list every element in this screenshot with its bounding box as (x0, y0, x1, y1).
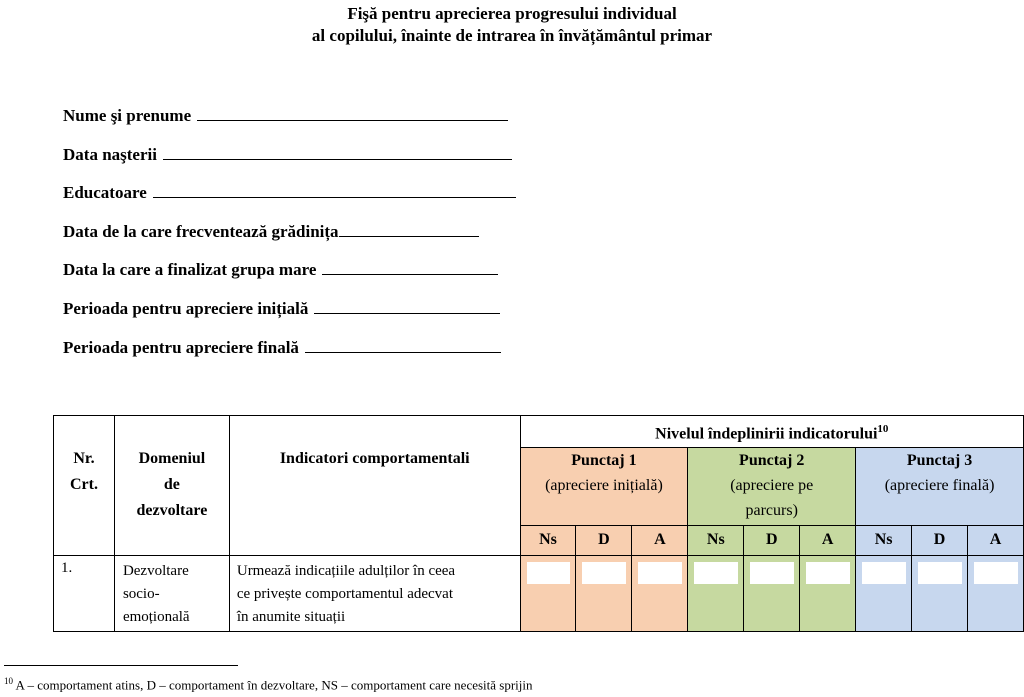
score-cell-p2-ns[interactable] (688, 556, 744, 632)
field-data-frecventa (63, 222, 479, 242)
header-nivel-sup: 10 (877, 423, 889, 435)
header-nr-crt (54, 416, 115, 556)
row-domeniu (114, 556, 229, 632)
level-a: A (967, 526, 1023, 556)
blank-line[interactable] (314, 299, 500, 314)
header-domeniul-l1: Domeniul (138, 450, 206, 467)
field-label: Data la care a finalizat grupa mare (63, 260, 317, 279)
punctaj-2-header (688, 448, 856, 526)
field-data-finalizat (63, 260, 498, 280)
score-box[interactable] (862, 562, 906, 584)
footnote-text: A – comportament atins, D – comportament în dezvoltare, NS – comportament care necesită sprijin (15, 677, 533, 693)
punctaj-2-sub-1: (apreciere pe (730, 477, 814, 495)
score-box[interactable] (582, 562, 626, 584)
blank-line[interactable] (153, 183, 516, 198)
blank-line[interactable] (305, 338, 501, 353)
blank-line[interactable] (197, 106, 508, 121)
punctaj-1-header (520, 448, 688, 526)
level-ns: Ns (688, 526, 744, 556)
field-perioada-finala (63, 338, 501, 358)
row-indicator-l2: ce privește comportamentul adecvat (236, 586, 454, 603)
level-d: D (912, 526, 968, 556)
header-nivel-text: Nivelul îndeplinirii indicatorului (655, 425, 878, 443)
field-label: Data de la care frecventează grădinița (63, 222, 339, 241)
footnote (4, 676, 533, 693)
row-indicator-l1: Urmează indicațiile adulților în ceea (236, 563, 456, 580)
field-nume (63, 106, 508, 126)
level-a: A (800, 526, 856, 556)
punctaj-1-sub: (apreciere inițială) (545, 477, 663, 495)
punctaj-2-title: Punctaj 2 (739, 452, 805, 470)
header-nivel (520, 416, 1023, 448)
row-domeniu-l2: socio- (122, 586, 160, 603)
level-d: D (744, 526, 800, 556)
footnote-separator (4, 665, 238, 666)
score-cell-p1-d[interactable] (576, 556, 632, 632)
blank-line[interactable] (163, 145, 512, 160)
score-box[interactable] (527, 562, 571, 584)
score-cell-p2-a[interactable] (800, 556, 856, 632)
level-d: D (576, 526, 632, 556)
field-label: Data naşterii (63, 145, 157, 164)
row-indicator (229, 556, 520, 632)
row-domeniu-l3: emoțională (122, 609, 190, 626)
field-label: Perioada pentru apreciere finală (63, 338, 299, 357)
score-box[interactable] (694, 562, 738, 584)
punctaj-1-title: Punctaj 1 (571, 452, 637, 470)
field-label: Perioada pentru apreciere inițială (63, 299, 309, 318)
field-label: Nume şi prenume (63, 106, 192, 125)
score-cell-p1-a[interactable] (632, 556, 688, 632)
punctaj-2-sub-2: parcurs) (745, 502, 798, 520)
score-cell-p3-a[interactable] (967, 556, 1023, 632)
header-domeniul (114, 416, 229, 556)
score-cell-p3-ns[interactable] (856, 556, 912, 632)
row-nr: 1. (54, 556, 115, 632)
level-a: A (632, 526, 688, 556)
field-perioada-initiala (63, 299, 500, 319)
score-box[interactable] (974, 562, 1018, 584)
punctaj-3-header (856, 448, 1024, 526)
score-box[interactable] (750, 562, 794, 584)
score-cell-p1-ns[interactable] (520, 556, 576, 632)
field-label: Educatoare (63, 183, 147, 202)
score-box[interactable] (638, 562, 682, 584)
header-crt: Crt. (69, 476, 98, 493)
table-row (54, 556, 1024, 632)
title-line-2: al copilului, înainte de intrarea în învățământul primar (311, 26, 713, 45)
header-indicatori: Indicatori comportamentali (229, 416, 520, 556)
punctaj-3-sub: (apreciere finală) (884, 477, 995, 495)
blank-line[interactable] (322, 260, 498, 275)
evaluation-table (53, 415, 1024, 632)
score-cell-p3-d[interactable] (912, 556, 968, 632)
blank-line[interactable] (339, 222, 479, 237)
punctaj-3-title: Punctaj 3 (906, 452, 973, 470)
header-domeniul-l2: de (163, 476, 180, 493)
header-domeniul-l3: dezvoltare (136, 502, 208, 519)
level-ns: Ns (856, 526, 912, 556)
level-ns: Ns (520, 526, 576, 556)
header-nr: Nr. (73, 450, 95, 467)
field-educatoare (63, 183, 516, 203)
footnote-sup: 10 (4, 676, 13, 686)
field-data-nasterii (63, 145, 512, 165)
row-domeniu-l1: Dezvoltare (122, 563, 189, 580)
row-indicator-l3: în anumite situații (236, 609, 346, 626)
score-box[interactable] (918, 562, 962, 584)
score-box[interactable] (806, 562, 850, 584)
score-cell-p2-d[interactable] (744, 556, 800, 632)
title-line-1: Fişă pentru aprecierea progresului individual (347, 4, 677, 23)
